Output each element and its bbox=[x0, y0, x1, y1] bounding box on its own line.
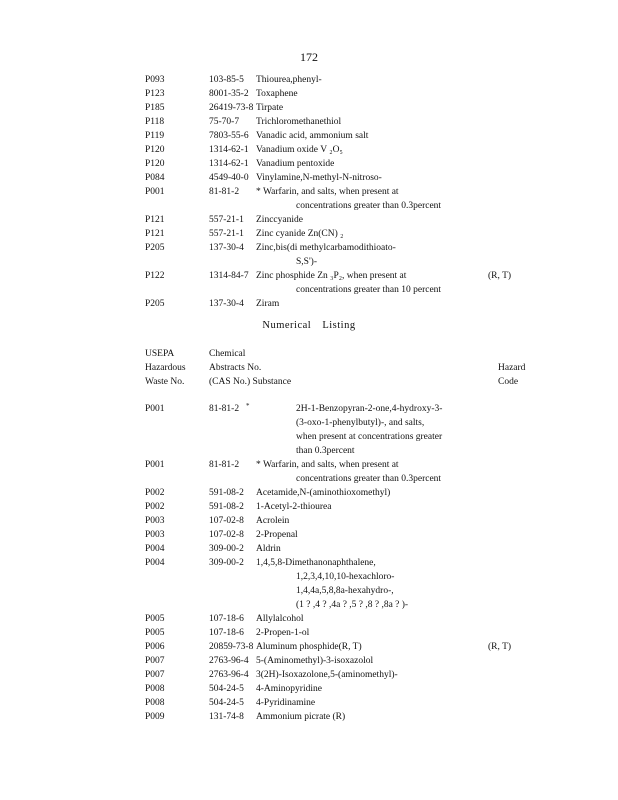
table-row bbox=[0, 255, 618, 269]
cell-substance: Zinccyanide bbox=[256, 215, 303, 225]
cell-cont: concentrations greater than 0.3percent bbox=[296, 474, 442, 484]
cell-code: P006 bbox=[145, 642, 165, 652]
cell-code: P123 bbox=[145, 89, 165, 99]
cell-code: P008 bbox=[145, 684, 165, 694]
cell-code: P007 bbox=[145, 670, 165, 680]
header-col-cas-substance bbox=[209, 347, 291, 389]
cell-code: P004 bbox=[145, 544, 165, 554]
cell-substance: Toxaphene bbox=[256, 89, 298, 99]
cell-cas: 504-24-5 bbox=[209, 684, 244, 694]
cell-cas: 2763-96-4 bbox=[209, 670, 249, 680]
table-row bbox=[0, 542, 618, 556]
table-row bbox=[0, 241, 618, 255]
cell-cont: (1 ? ,4 ? ,4a ? ,5 ? ,8 ? ,8a ? )- bbox=[296, 600, 409, 610]
cell-substance: Vanadic acid, ammonium salt bbox=[256, 131, 369, 141]
cell-code: P001 bbox=[145, 187, 165, 197]
cell-code: P008 bbox=[145, 698, 165, 708]
cell-code: P009 bbox=[145, 712, 165, 722]
table-row bbox=[0, 185, 618, 199]
table-row bbox=[0, 115, 618, 129]
cell-substance: 2-Propen-1-ol bbox=[256, 628, 310, 638]
cell-substance: Thiourea,phenyl- bbox=[256, 75, 322, 85]
cell-substance: 3(2H)-Isoxazolone,5-(aminomethyl)- bbox=[256, 670, 398, 680]
page-number: 172 bbox=[300, 50, 318, 64]
cell-substance: Zinc phosphide Zn ₃P₂, when present at bbox=[256, 271, 407, 281]
cell-code: P205 bbox=[145, 243, 165, 253]
table-row bbox=[0, 73, 618, 87]
table-row bbox=[0, 682, 618, 696]
cell-cas: 20859-73-8 bbox=[209, 642, 254, 652]
cell-cas: 26419-73-8 bbox=[209, 103, 254, 113]
header-line: Chemical bbox=[209, 349, 246, 359]
cell-code: P001 bbox=[145, 404, 165, 414]
table-row bbox=[0, 269, 618, 283]
cell-cas: 591-08-2 bbox=[209, 502, 244, 512]
cell-cas: 131-74-8 bbox=[209, 712, 244, 722]
cell-cas: 8001-35-2 bbox=[209, 89, 249, 99]
table-row bbox=[0, 612, 618, 626]
table-row bbox=[0, 129, 618, 143]
cell-code: P121 bbox=[145, 229, 165, 239]
cell-cas: 591-08-2 bbox=[209, 488, 244, 498]
header-line: (CAS No.) Substance bbox=[209, 377, 292, 387]
cell-cas: 557-21-1 bbox=[209, 229, 244, 239]
cell-code: P007 bbox=[145, 656, 165, 666]
cell-cont: 2H-1-Benzopyran-2-one,4-hydroxy-3- bbox=[296, 404, 443, 414]
cell-hazard: (R, T) bbox=[488, 271, 512, 281]
cell-substance: Acetamide,N-(aminothioxomethyl) bbox=[256, 488, 391, 498]
table-row bbox=[0, 430, 618, 444]
cell-substance: Aldrin bbox=[256, 544, 281, 554]
table-row bbox=[0, 458, 618, 472]
cell-substance: Ammonium picrate (R) bbox=[256, 712, 346, 722]
table-row bbox=[0, 213, 618, 227]
cell-code: P005 bbox=[145, 614, 165, 624]
cell-cas: 309-00-2 bbox=[209, 558, 244, 568]
cell-code: P185 bbox=[145, 103, 165, 113]
cell-code: P005 bbox=[145, 628, 165, 638]
table-row bbox=[0, 472, 618, 486]
cell-cont: (3-oxo-1-phenylbutyl)-, and salts, bbox=[296, 418, 425, 428]
cell-cas: 2763-96-4 bbox=[209, 656, 249, 666]
cell-substance: 4-Pyridinamine bbox=[256, 698, 316, 708]
header-line: Hazard bbox=[498, 363, 526, 373]
cell-substance: Zinc cyanide Zn(CN) ₂ bbox=[256, 229, 344, 239]
cell-hazard: (R, T) bbox=[488, 642, 512, 652]
table-row bbox=[0, 500, 618, 514]
cell-substance: Vanadium oxide V ₂O₅ bbox=[256, 145, 343, 155]
table-row bbox=[0, 710, 618, 724]
table-row bbox=[0, 486, 618, 500]
table-row bbox=[0, 584, 618, 598]
table-row bbox=[0, 143, 618, 157]
cell-substance: Acrolein bbox=[256, 516, 290, 526]
header-col-waste-no bbox=[145, 347, 186, 389]
cell-substance: Vanadium pentoxide bbox=[256, 159, 335, 169]
cell-cont: than 0.3percent bbox=[296, 446, 355, 456]
cell-cas: 1314-62-1 bbox=[209, 159, 249, 169]
cell-cont: when present at concentrations greater bbox=[296, 432, 443, 442]
cell-cont: 1,4,4a,5,8,8a-hexahydro-, bbox=[296, 586, 394, 596]
cell-cont: 1,2,3,4,10,10-hexachloro- bbox=[296, 572, 395, 582]
header-line: Abstracts No. bbox=[209, 363, 262, 373]
header-line: Waste No. bbox=[145, 377, 185, 387]
cell-code: P118 bbox=[145, 117, 165, 127]
table-row bbox=[0, 668, 618, 682]
cell-cas: 81-81-2 bbox=[209, 460, 240, 470]
cell-substance: Allylalcohol bbox=[256, 614, 304, 624]
cell-substance: * Warfarin, and salts, when present at bbox=[256, 460, 399, 470]
table-row bbox=[0, 514, 618, 528]
table-row bbox=[0, 528, 618, 542]
cell-code: P093 bbox=[145, 75, 165, 85]
table-row bbox=[0, 598, 618, 612]
cell-code: P120 bbox=[145, 145, 165, 155]
cell-substance: Zinc,bis(di methylcarbamodithioato- bbox=[256, 243, 396, 253]
cell-code: P121 bbox=[145, 215, 165, 225]
cell-code: P119 bbox=[145, 131, 165, 141]
cell-code: P122 bbox=[145, 271, 165, 281]
cell-substance: * Warfarin, and salts, when present at bbox=[256, 187, 399, 197]
cell-substance: Vinylamine,N-methyl-N-nitroso- bbox=[256, 173, 382, 183]
cell-cas: 137-30-4 bbox=[209, 243, 244, 253]
cell-cont: S,S')- bbox=[296, 257, 317, 267]
cell-substance: 1,4,5,8-Dimethanonaphthalene, bbox=[256, 558, 376, 568]
cell-code: P003 bbox=[145, 516, 165, 526]
header-col-hazard-code bbox=[498, 361, 525, 389]
cell-cas: 107-02-8 bbox=[209, 530, 244, 540]
cell-cas: 4549-40-0 bbox=[209, 173, 249, 183]
cell-cas: 107-02-8 bbox=[209, 516, 244, 526]
header-line: USEPA bbox=[145, 349, 175, 359]
table-row bbox=[0, 87, 618, 101]
cell-substance: 4-Aminopyridine bbox=[256, 684, 322, 694]
table-row bbox=[0, 402, 618, 416]
cell-code: P001 bbox=[145, 460, 165, 470]
table-row bbox=[0, 416, 618, 430]
table-row bbox=[0, 640, 618, 654]
table-row bbox=[0, 283, 618, 297]
cell-cas: 107-18-6 bbox=[209, 614, 244, 624]
cell-substance: 1-Acetyl-2-thiourea bbox=[256, 502, 332, 512]
table-row bbox=[0, 570, 618, 584]
cell-code: P002 bbox=[145, 488, 165, 498]
cell-code: P205 bbox=[145, 299, 165, 309]
cell-code: P084 bbox=[145, 173, 165, 183]
table-row bbox=[0, 696, 618, 710]
cell-substance: Tirpate bbox=[256, 103, 284, 113]
cell-cas: 75-70-7 bbox=[209, 117, 240, 127]
cell-substance: Ziram bbox=[256, 299, 280, 309]
cell-substance: 2-Propenal bbox=[256, 530, 298, 540]
cell-cas: 1314-62-1 bbox=[209, 145, 249, 155]
table-row bbox=[0, 444, 618, 458]
cell-substance: Aluminum phosphide(R, T) bbox=[256, 642, 362, 652]
table-row bbox=[0, 101, 618, 115]
table-row bbox=[0, 556, 618, 570]
table-row bbox=[0, 297, 618, 311]
table-row bbox=[0, 199, 618, 213]
cell-cas: 309-00-2 bbox=[209, 544, 244, 554]
cell-code: P004 bbox=[145, 558, 165, 568]
table-row bbox=[0, 227, 618, 241]
cell-substance: 5-(Aminomethyl)-3-isoxazolol bbox=[256, 656, 374, 666]
cell-cas: 1314-84-7 bbox=[209, 271, 249, 281]
cell-star: * bbox=[246, 402, 250, 410]
cell-cas: 81-81-2 bbox=[209, 187, 240, 197]
header-line: Code bbox=[498, 377, 519, 387]
cell-code: P003 bbox=[145, 530, 165, 540]
section-title: Numerical Listing bbox=[262, 320, 356, 331]
table-row bbox=[0, 654, 618, 668]
cell-cas: 7803-55-6 bbox=[209, 131, 249, 141]
cell-cas: 557-21-1 bbox=[209, 215, 244, 225]
cell-cont: concentrations greater than 0.3percent bbox=[296, 201, 442, 211]
cell-cont: concentrations greater than 10 percent bbox=[296, 285, 442, 295]
cell-cas: 103-85-5 bbox=[209, 75, 244, 85]
cell-substance: Trichloromethanethiol bbox=[256, 117, 342, 127]
table-row bbox=[0, 171, 618, 185]
cell-cas: 137-30-4 bbox=[209, 299, 244, 309]
table-row bbox=[0, 157, 618, 171]
header-line: Hazardous bbox=[145, 363, 186, 373]
cell-cas: 504-24-5 bbox=[209, 698, 244, 708]
cell-cas: 107-18-6 bbox=[209, 628, 244, 638]
table-row bbox=[0, 626, 618, 640]
cell-cas: 81-81-2 bbox=[209, 404, 240, 414]
cell-code: P120 bbox=[145, 159, 165, 169]
cell-code: P002 bbox=[145, 502, 165, 512]
